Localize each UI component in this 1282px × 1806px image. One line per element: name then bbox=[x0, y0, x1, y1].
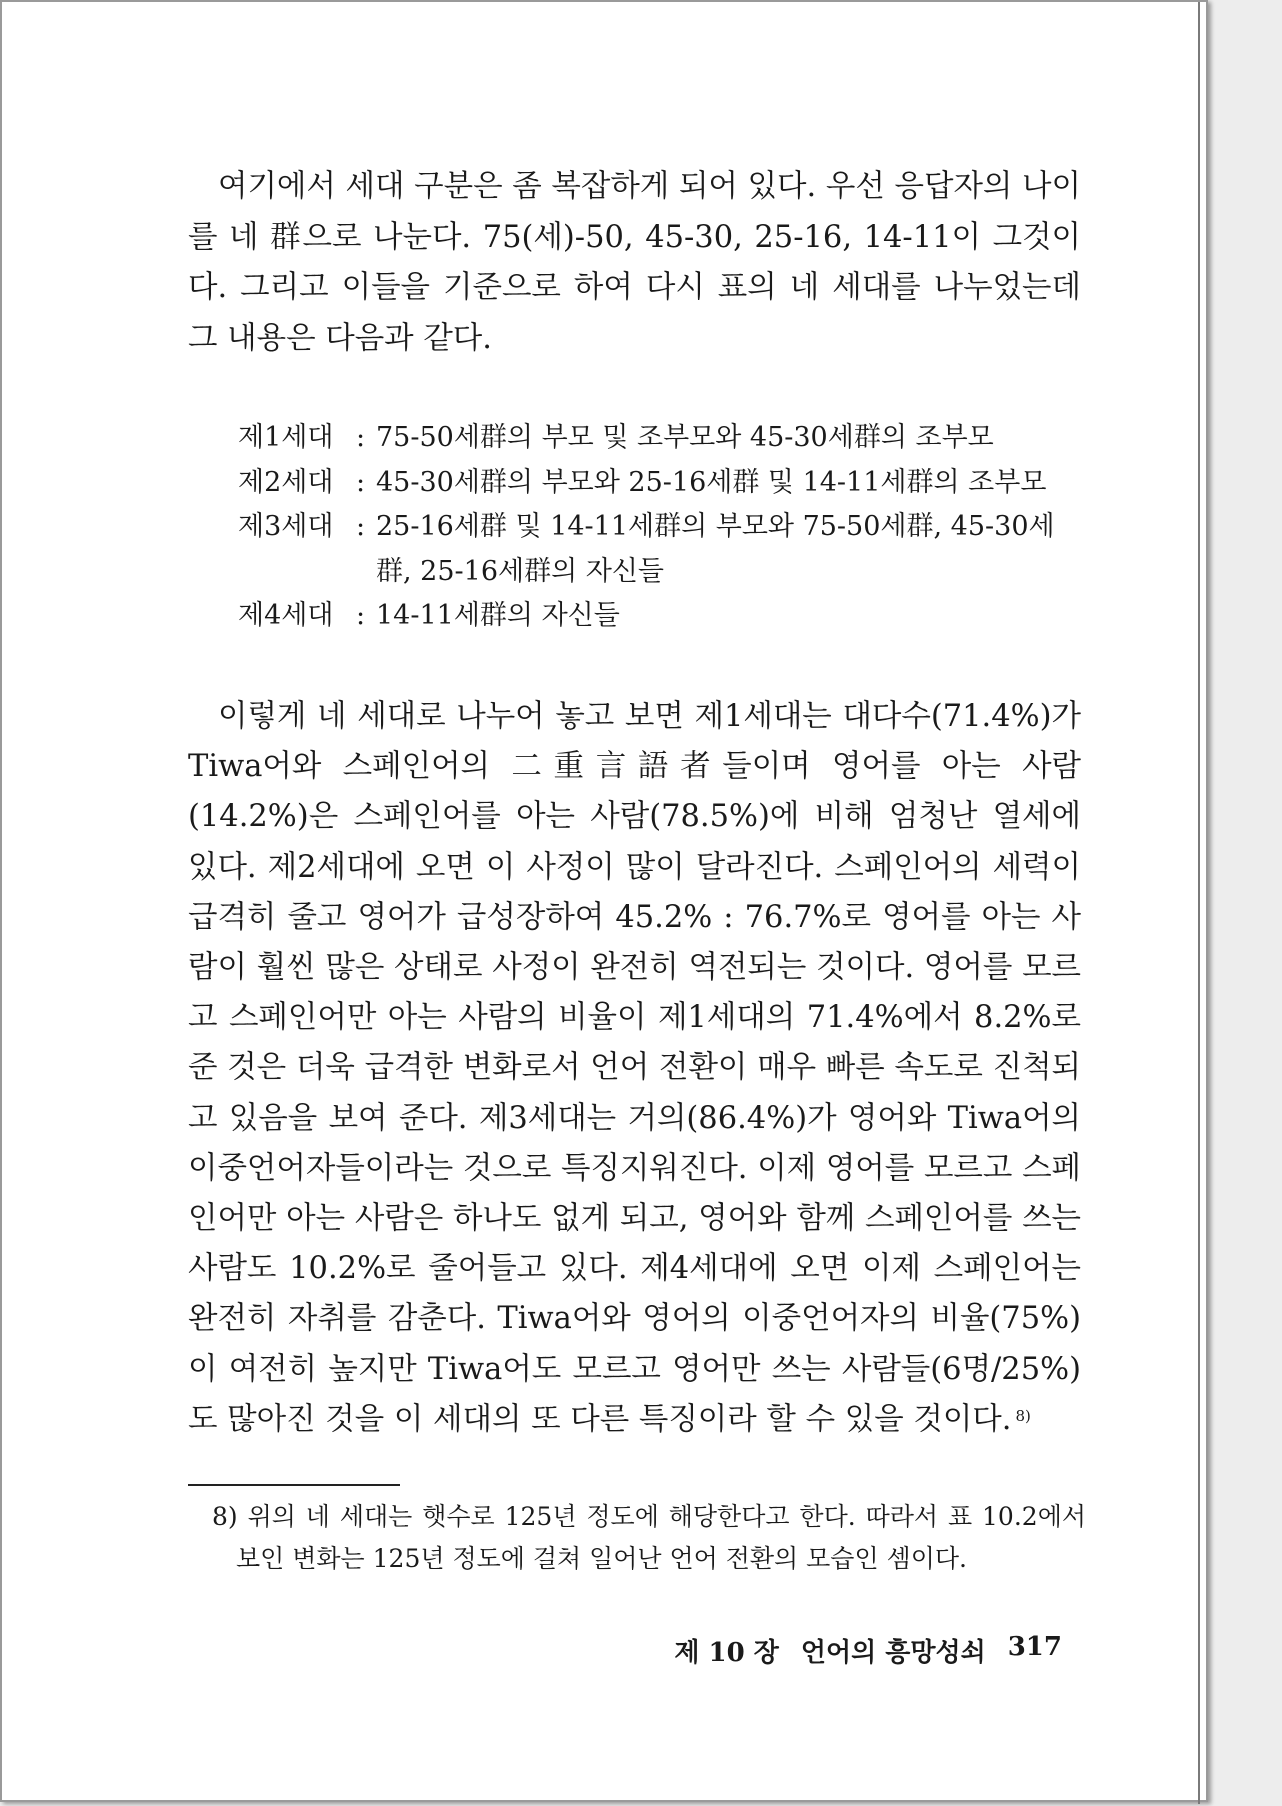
generation-text: 25-16세群 및 14-11세群의 부모와 75-50세群, 45-30세群, 25-16세群의 자신들 bbox=[376, 511, 1055, 587]
body-paragraph-2-text: 이렇게 네 세대로 나누어 놓고 보면 제1세대는 대다수(71.4%)가 Tiwa어와 스페인어의 二重言語者들이며 영어를 아는 사람(14.2%)은 스페인어를 아는 사람(78.5%)에 비해 엄청난 열세에 있다. 제2세대에 오면 이 사정이 많이 달라진다. 스페인어의 세력이 급격히 줄고 영어가 급성장하여 45.2% : 76.7%로 영어를 아는 사람이 훨씬 많은 상태로 사정이 완전히 역전되는 것이다. 영어를 모르고 스페인어만 아는 사람의 비율이 제1세대의 71.4%에서 8.2%로 준 것은 더욱 급격한 변화로서 언어 전환이 매우 빠른 속도로 진척되고 있음을 보여 준다. 제3세대는 거의(86.4%)가 영어와 Tiwa어의 이중언어자들이라는 것으로 특징지워진다. 이제 영어를 모르고 스페인어만 아는 사람은 하나도 없게 되고, 영어와 함께 스페인어를 쓰는 사람도 10.2%로 줄어들고 있다. 제4세대에 오면 이제 스페인어는 완전히 자취를 감춘다. Tiwa어와 영어의 이중언어자의 비율(75%)이 여전히 높지만 Tiwa어도 모르고 영어만 쓰는 사람들(6명/25%)도 많아진 것을 이 세대의 또 다른 특징이라 할 수 있을 것이다. bbox=[188, 699, 1081, 1437]
generation-label: 제4세대 bbox=[238, 600, 334, 631]
footer-title: 언어의 흥망성쇠 bbox=[800, 1638, 986, 1668]
generation-item-2 bbox=[238, 461, 1088, 506]
footnote-reference[interactable]: 8) bbox=[1015, 1406, 1031, 1425]
running-footer bbox=[674, 1632, 1062, 1669]
generation-separator: : bbox=[356, 511, 366, 542]
generation-text: 75-50세群의 부모 및 조부모와 45-30세群의 조부모 bbox=[376, 422, 994, 453]
page-number: 317 bbox=[1007, 1632, 1062, 1662]
generation-text: 45-30세群의 부모와 25-16세群 및 14-11세群의 조부모 bbox=[376, 466, 1047, 498]
footnote-divider bbox=[188, 1484, 400, 1486]
generation-item-4 bbox=[238, 594, 1088, 639]
generation-list bbox=[238, 416, 1088, 639]
body-paragraph-2 bbox=[188, 692, 1081, 1445]
generation-separator: : bbox=[356, 422, 366, 453]
generation-label: 제2세대 bbox=[238, 466, 334, 498]
generation-item-1 bbox=[238, 416, 1088, 461]
footer-chapter: 제 10 장 bbox=[674, 1638, 779, 1668]
generation-item-3 bbox=[238, 505, 1088, 594]
page-edge-line bbox=[1198, 2, 1200, 1804]
generation-separator: : bbox=[356, 600, 366, 631]
generation-label: 제1세대 bbox=[238, 422, 334, 453]
body-paragraph-1: 여기에서 세대 구분은 좀 복잡하게 되어 있다. 우선 응답자의 나이를 네 群으로 나눈다. 75(세)-50, 45-30, 25-16, 14-11이 그것이다. 그리고 이들을 기준으로 하여 다시 표의 네 세대를 나누었는데 그 내용은 다음과 같다. bbox=[188, 169, 1081, 356]
generation-separator: : bbox=[356, 466, 366, 498]
generation-label: 제3세대 bbox=[238, 511, 334, 542]
footnote: 8) 위의 네 세대는 햇수로 125년 정도에 해당한다고 한다. 따라서 표 10.2에서 보인 변화는 125년 정도에 걸쳐 일어난 언어 전환의 모습인 셈이다. bbox=[212, 1502, 1086, 1573]
generation-text: 14-11세群의 자신들 bbox=[376, 600, 620, 631]
